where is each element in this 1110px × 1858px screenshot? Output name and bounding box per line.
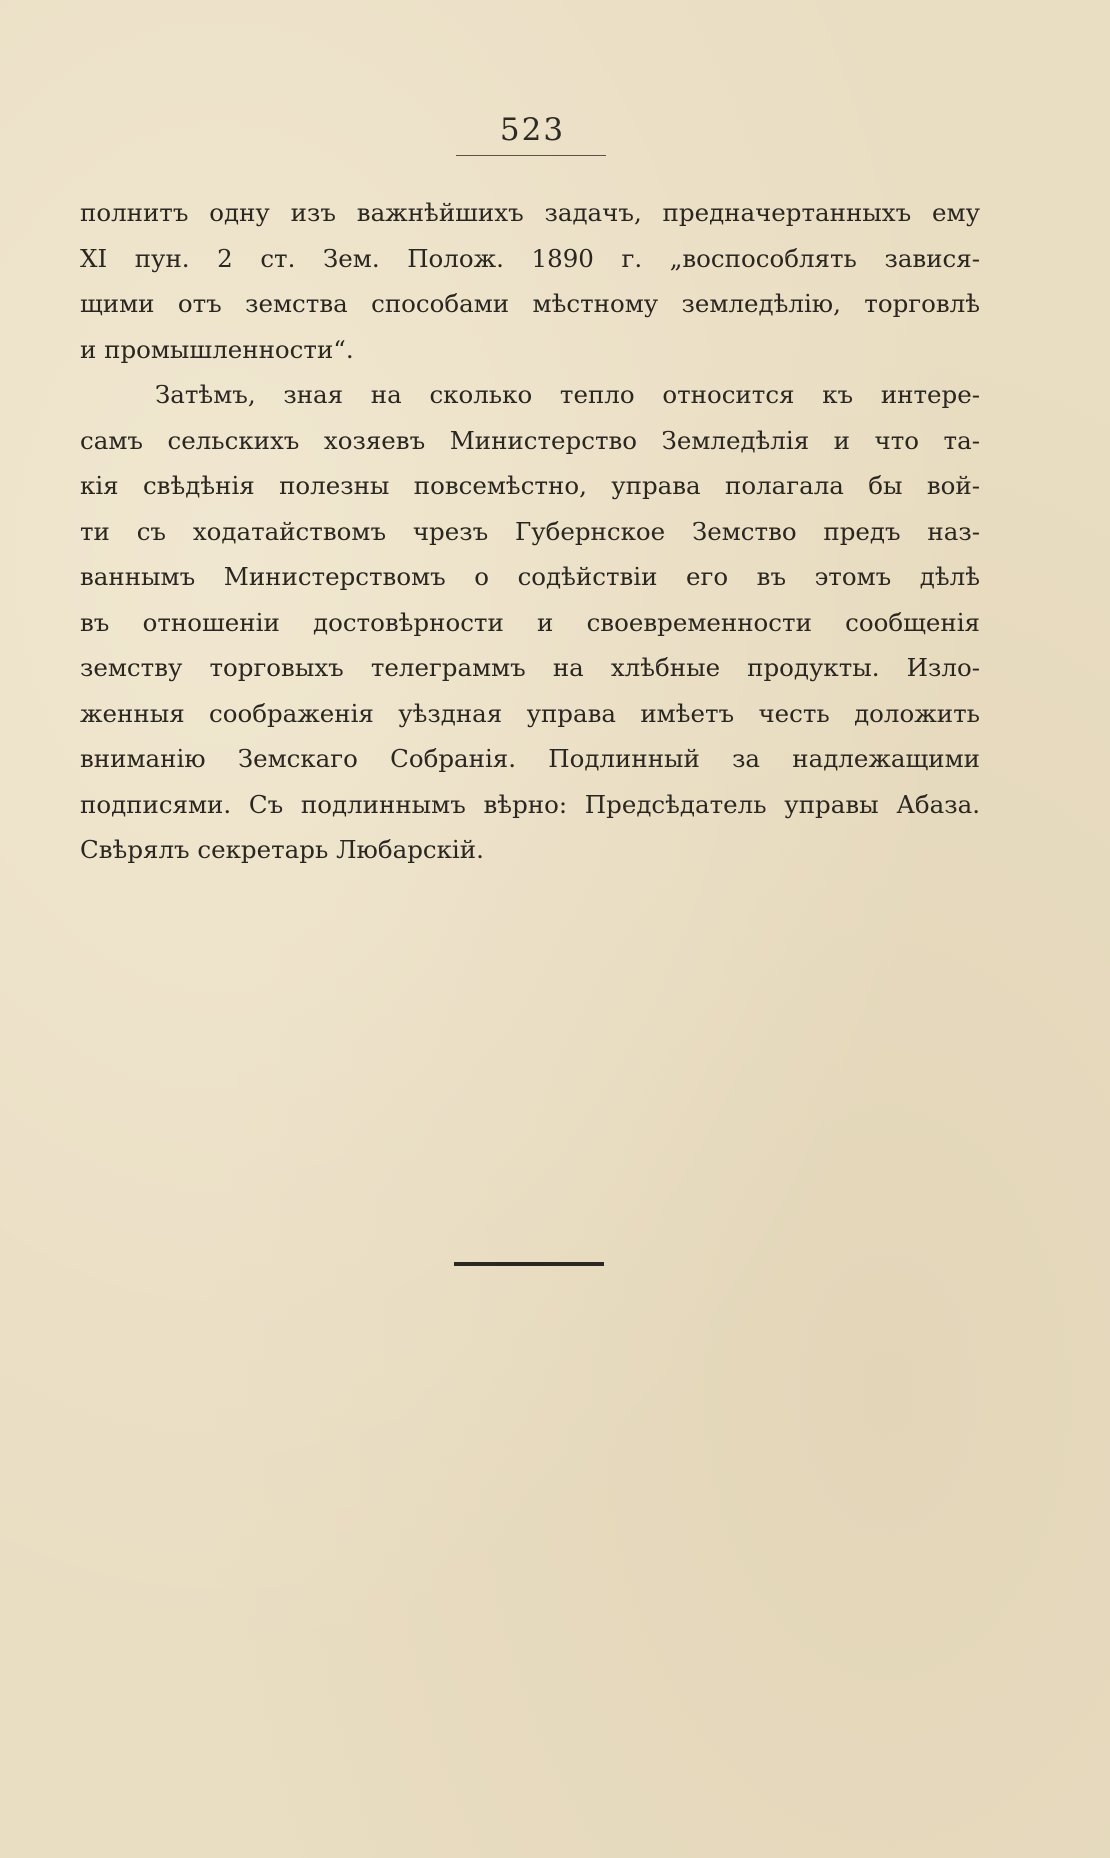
text-line: Затѣмъ, зная на сколько тепло относится къ интере- bbox=[155, 380, 980, 409]
page-number: 523 bbox=[499, 112, 566, 148]
text-line: подписями. Съ подлиннымъ вѣрно: Предсѣдатель управы Абаза. bbox=[80, 789, 980, 819]
text-line: и промышленности“. bbox=[80, 334, 354, 364]
text-line: кія свѣдѣнія полезны повсемѣстно, управа полагала бы вой- bbox=[80, 471, 980, 500]
text-line: вниманію Земскаго Собранія. Подлинный за надлежащими bbox=[80, 744, 980, 773]
paragraph-1 bbox=[80, 190, 980, 372]
text-line: XI пун. 2 ст. Зем. Полож. 1890 г. „воспособлять завися- bbox=[80, 243, 980, 273]
page-number-rule bbox=[456, 155, 606, 156]
text-line: ваннымъ Министерствомъ о содѣйствіи его въ этомъ дѣлѣ bbox=[80, 562, 980, 591]
text-line: щими отъ земства способами мѣстному земледѣлію, торговлѣ bbox=[80, 289, 980, 318]
text-line: въ отношеніи достовѣрности и своевременности сообщенія bbox=[80, 607, 980, 637]
text-line: земству торговыхъ телеграммъ на хлѣбные продукты. Изло- bbox=[80, 653, 980, 682]
text-line: самъ сельскихъ хозяевъ Министерство Земледѣлія и что та- bbox=[80, 425, 980, 455]
end-rule bbox=[454, 1262, 604, 1266]
text-line: женныя соображенія уѣздная управа имѣетъ честь доложить bbox=[80, 698, 980, 728]
paragraph-2 bbox=[80, 372, 980, 873]
body-text bbox=[80, 190, 980, 873]
text-line: ти съ ходатайствомъ чрезъ Губернское Земство предъ наз- bbox=[80, 516, 980, 546]
text-line: полнитъ одну изъ важнѣйшихъ задачъ, предначертанныхъ ему bbox=[80, 198, 980, 227]
text-line: Свѣрялъ секретарь Любарскій. bbox=[80, 835, 484, 864]
